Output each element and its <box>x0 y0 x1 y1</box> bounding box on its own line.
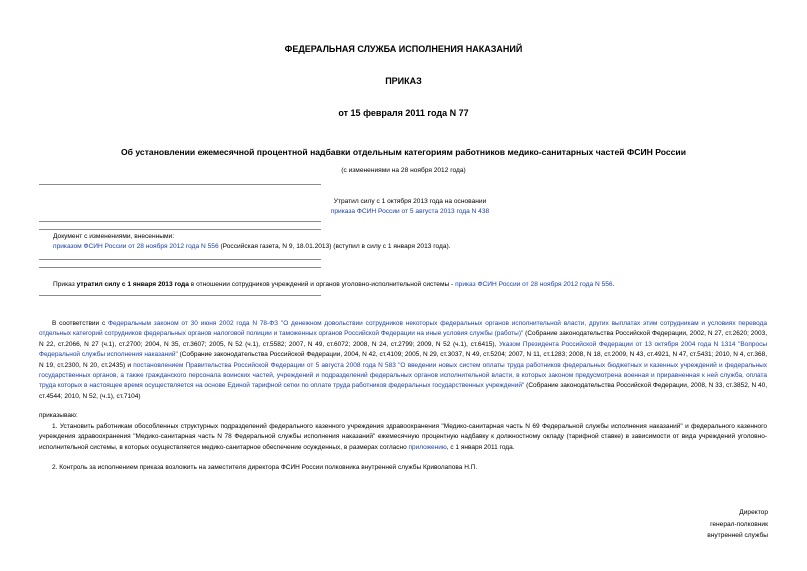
lost-force-2013-note <box>53 280 773 290</box>
preamble-text: В соответствии с <box>52 320 109 327</box>
signature-rank: генерал-полковник <box>710 520 768 528</box>
preamble-text: (Собрание законодательства Российской Федерации, 2004, N 42, ст.4109; 2005, N 29, ст.3037, N 49, ст.5204; 2007, N 11, ст.1283; 2008, N 18, ст.2009, N 43, ст.4921, N 47, ст.5431; 2010, N 4, ст.368, N 19, ст.2300, N 20, ст.2435) и <box>39 351 768 369</box>
lost-force-text: Утратил силу с 1 октября 2013 года на основании <box>333 198 487 205</box>
changes-doc-label: Документ с изменениями, внесенными: <box>53 233 175 240</box>
changes-doc-link[interactable]: приказом ФСИН России от 28 ноября 2012 года N 556 <box>53 242 219 250</box>
amendments-note: (с изменениями на 28 ноября 2012 года) <box>341 167 466 174</box>
preamble-text: (Собрание законодательства Российской Федерации, 2008, N 33, ст.3852, N 40, ст.4544; 2010, N 52, (ч.1), ст.7104) <box>39 382 767 400</box>
signature-service: внутренней службы <box>707 532 768 539</box>
signature-title: Директор <box>739 509 768 516</box>
divider <box>39 229 321 230</box>
federal-law-link[interactable]: Федеральным законом от 30 июня 2002 года N 78-ФЗ "О денежном довольствии сотрудников некоторых федеральных органов исполнительной власти, других выплатах этим сотрудникам и условиях перевода отдельных категорий сотрудников федеральных органов налоговой полиции и таможенных органов Российской Федерации на иные условия службы (работы)" <box>39 320 767 338</box>
page-title: Об установлении ежемесячной процентной надбавки отдельным категориям работников медико-санитарных частей ФСИН России <box>120 147 686 157</box>
government-resolution-link[interactable]: постановлением Правительства Российской Федерации от 5 августа 2008 года N 583 "О введении новых систем оплаты труда работников федеральных бюджетных и казенных учреждений и федеральных государственных органов, а также гражданского персонала воинских частей, учреждений и подразделений федеральных органов исполнительной власти, в которых законом предусмотрена военная и приравненная к ней служба, оплата труда которых в настоящее время осуществляется на основе Единой тарифной сетки по оплате труда работников федеральных государственных учреждений" <box>39 361 767 390</box>
preamble-text: (Собрание законодательства Российской Федерации, 2002, N 27, ст.2620; 2003, N 22, ст.2066, N 27 (ч.1), ст.2700; 2004, N 35, ст.3607; 2005, N 52 (ч.1), ст.5582; 2007, N 49, ст.6072; 2008, N 24, ст.2799; 2009, N 52 (ч.1), ст.6415), <box>39 330 767 348</box>
preamble-paragraph <box>39 319 767 402</box>
lost-force-2013-bold: утратил силу с 1 января 2013 года <box>76 281 189 288</box>
doc-type-heading: ПРИКАЗ <box>385 76 422 86</box>
changes-doc-note <box>53 232 773 251</box>
divider <box>39 221 321 222</box>
item-2-paragraph: 2. Контроль за исполнением приказа возложить на заместителя директора ФСИН России полковника внутренней службы Криволапова Н.П. <box>52 464 478 471</box>
lost-force-2013-text: . <box>612 281 615 288</box>
divider <box>39 259 321 260</box>
item-1-paragraph <box>39 422 767 453</box>
lost-force-2013-text: Приказ <box>53 281 77 288</box>
lost-force-note <box>300 197 520 216</box>
signature-block <box>707 507 768 542</box>
appendix-link[interactable]: приложению <box>408 443 447 451</box>
divider <box>39 267 321 268</box>
lost-force-2013-text: в отношении сотрудников учреждений и органов уголовно-исполнительной системы - <box>188 281 456 288</box>
lost-force-link[interactable]: приказа ФСИН России от 5 августа 2013 года N 438 <box>330 207 490 215</box>
divider <box>39 184 321 185</box>
lost-force-2013-link[interactable]: приказ ФСИН России от 28 ноября 2012 года N 556 <box>455 281 613 288</box>
item-1-text: 1. Установить работникам обособленных структурных подразделений федерального казенного учреждения здравоохранения "Медико-санитарная часть N 69 Федеральной службы исполнения наказаний" и федерального казенного учреждения здравоохранения "Медико-санитарная часть N 78 Федеральной службы исполнения наказаний" ежемесячную процентную надбавку к должностному окладу (тарифной ставке) в зависимости от вида учреждений уголовно-исполнительной системы, в которых осуществляется медико-санитарное обеспечение осужденных, в размерах согласно <box>39 423 767 451</box>
changes-doc-line <box>53 242 773 252</box>
presidential-decree-link[interactable]: Указом Президента Российской Федерации от 13 октября 2004 года N 1314 "Вопросы Федеральной службы исполнения наказаний" <box>39 340 767 359</box>
item-1-text: , с 1 января 2011 года. <box>446 443 515 451</box>
divider <box>39 295 321 296</box>
agency-heading: ФЕДЕРАЛЬНАЯ СЛУЖБА ИСПОЛНЕНИЯ НАКАЗАНИЙ <box>284 44 523 54</box>
orders-word: приказываю: <box>39 412 78 419</box>
date-number-heading: от 15 февраля 2011 года N 77 <box>338 108 469 118</box>
changes-doc-rest: (Российская газета, N 9, 18.01.2013) (вступил в силу с 1 января 2013 года). <box>218 242 451 250</box>
